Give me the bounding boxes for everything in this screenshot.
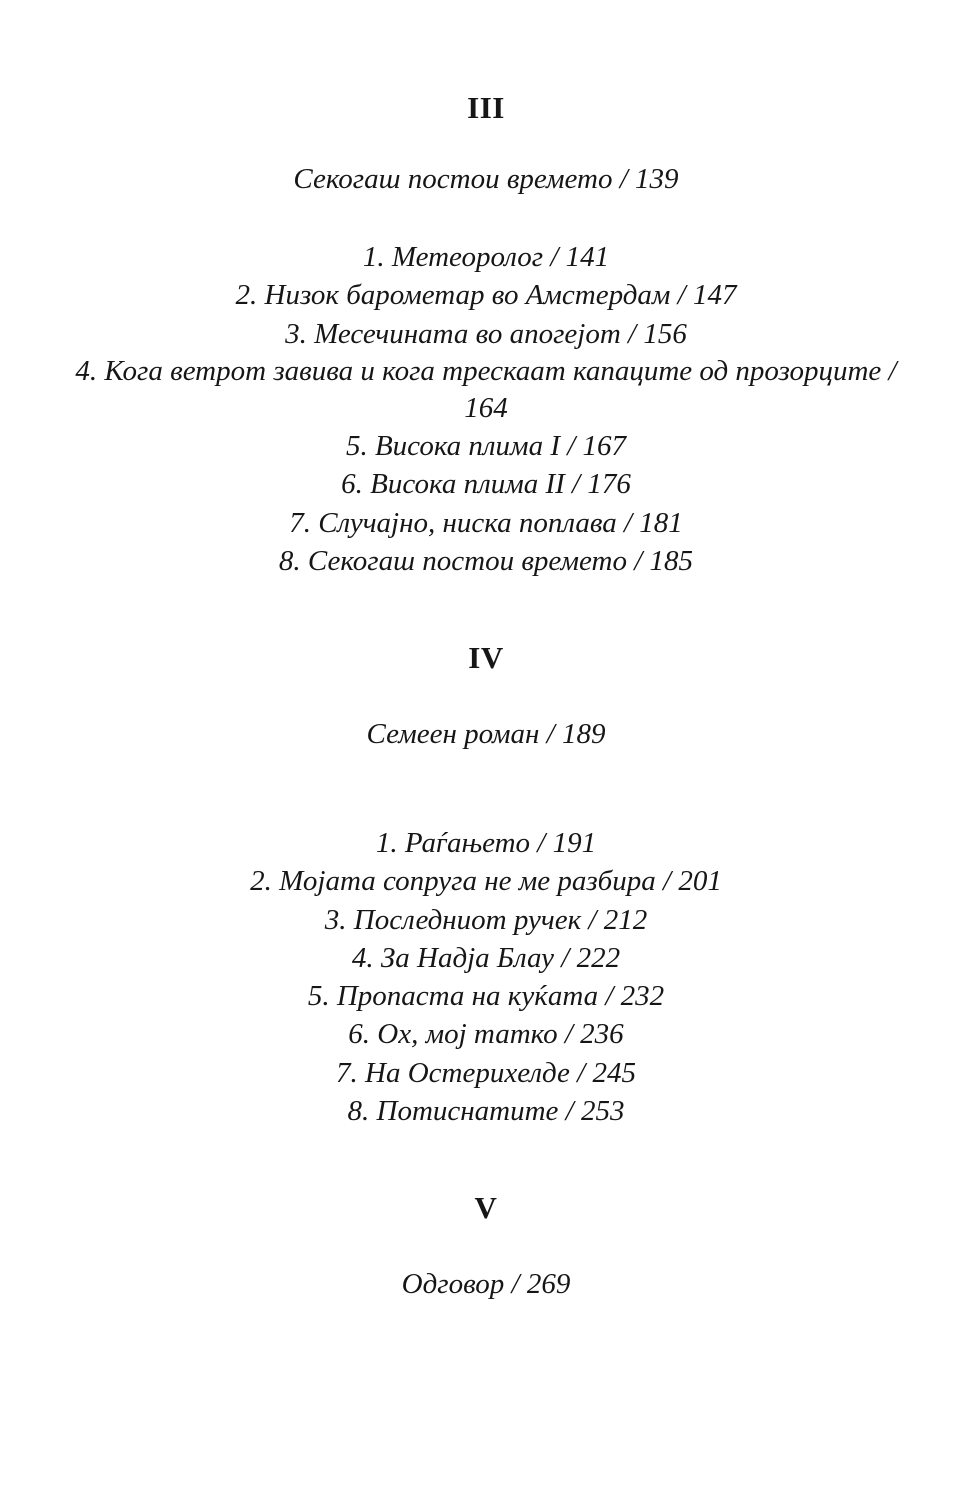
- part-subtitle-5: Одговор / 269: [401, 1268, 571, 1300]
- chapter-entry[interactable]: 4. За Надја Блау / 222: [351, 941, 621, 974]
- chapter-entry[interactable]: 8. Секогаш постои времето / 185: [278, 544, 694, 577]
- chapter-entry[interactable]: 8. Потиснатите / 253: [347, 1094, 625, 1127]
- chapter-entry[interactable]: 1. Метеоролог / 141: [362, 241, 610, 273]
- part-numeral-3: III: [467, 90, 505, 125]
- chapter-entry[interactable]: 6. Ох, мој татко / 236: [348, 1018, 624, 1051]
- chapter-entry[interactable]: 1. Раѓањето / 191: [375, 827, 597, 859]
- chapter-entry[interactable]: 2. Низок барометар во Амстердам / 147: [235, 279, 737, 312]
- part-subtitle-4: Семеен роман / 189: [366, 718, 606, 750]
- part-numeral-4: IV: [468, 640, 504, 675]
- chapter-entry[interactable]: 5. Пропаста на куќата / 232: [307, 980, 665, 1013]
- chapter-list-part-4: [0, 824, 972, 1130]
- chapter-entry[interactable]: 3. Месечината во апогејот / 156: [285, 317, 687, 350]
- chapter-entry[interactable]: 3. Последниот ручек / 212: [324, 903, 648, 936]
- chapter-entry[interactable]: 5. Висока плима I / 167: [345, 430, 627, 463]
- chapter-list-part-3: [0, 238, 972, 580]
- chapter-entry[interactable]: 7. На Остерихелде / 245: [336, 1056, 636, 1089]
- chapter-entry[interactable]: 4. Кога ветрот завива и кога трескаат капаците од прозорците / 164: [75, 354, 897, 424]
- chapter-entry[interactable]: 7. Случајно, ниска поплава / 181: [289, 506, 683, 539]
- part-numeral-5: V: [474, 1190, 498, 1225]
- part-subtitle-3: Секогаш постои времето / 139: [293, 163, 679, 195]
- chapter-entry[interactable]: 2. Мојата сопруга не ме разбира / 201: [250, 865, 722, 898]
- chapter-entry[interactable]: 6. Висока плима II / 176: [341, 468, 631, 501]
